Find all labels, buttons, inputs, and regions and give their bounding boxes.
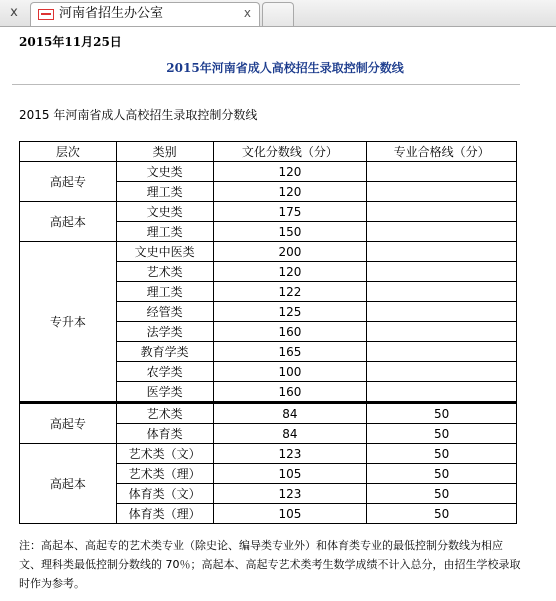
level-cell: 高起专 xyxy=(20,162,117,202)
level-cell: 高起专 xyxy=(20,403,117,444)
major-score-cell: 50 xyxy=(367,424,517,444)
category-cell: 理工类 xyxy=(116,182,213,202)
culture-score-cell: 150 xyxy=(213,222,367,242)
new-tab-button[interactable] xyxy=(262,2,294,26)
category-cell: 医学类 xyxy=(116,382,213,403)
active-browser-tab[interactable] xyxy=(30,2,260,26)
divider xyxy=(12,84,520,85)
culture-score-cell: 84 xyxy=(213,403,367,424)
table-caption: 2015 年河南省成人高校招生录取控制分数线 xyxy=(19,108,258,122)
table-header-row xyxy=(20,142,517,162)
major-score-cell: 50 xyxy=(367,464,517,484)
category-cell: 文史类 xyxy=(116,202,213,222)
major-score-cell: 50 xyxy=(367,504,517,524)
table-row xyxy=(20,444,517,464)
culture-score-cell: 105 xyxy=(213,504,367,524)
major-score-cell xyxy=(367,182,517,202)
culture-score-cell: 165 xyxy=(213,342,367,362)
category-cell: 体育类 xyxy=(116,424,213,444)
culture-score-cell: 84 xyxy=(213,424,367,444)
header-culture-score: 文化分数线（分） xyxy=(213,142,367,162)
category-cell: 法学类 xyxy=(116,322,213,342)
culture-score-cell: 120 xyxy=(213,182,367,202)
culture-score-cell: 125 xyxy=(213,302,367,322)
major-score-cell xyxy=(367,322,517,342)
culture-score-cell: 120 xyxy=(213,162,367,182)
tab-title: 河南省招生办公室 xyxy=(59,6,164,21)
major-score-cell xyxy=(367,382,517,403)
major-score-cell xyxy=(367,342,517,362)
browser-tab-bar xyxy=(0,0,556,27)
culture-score-cell: 200 xyxy=(213,242,367,262)
category-cell: 理工类 xyxy=(116,222,213,242)
category-cell: 理工类 xyxy=(116,282,213,302)
culture-score-cell: 160 xyxy=(213,322,367,342)
major-score-cell xyxy=(367,202,517,222)
header-level: 层次 xyxy=(20,142,117,162)
culture-score-cell: 123 xyxy=(213,444,367,464)
close-tab-icon[interactable]: x xyxy=(10,5,18,20)
category-cell: 体育类（文） xyxy=(116,484,213,504)
table-row xyxy=(20,162,517,182)
culture-score-cell: 100 xyxy=(213,362,367,382)
category-cell: 文史类 xyxy=(116,162,213,182)
header-major-score: 专业合格线（分） xyxy=(367,142,517,162)
culture-score-cell: 120 xyxy=(213,262,367,282)
major-score-cell xyxy=(367,302,517,322)
category-cell: 文史中医类 xyxy=(116,242,213,262)
category-cell: 艺术类 xyxy=(116,262,213,282)
major-score-cell: 50 xyxy=(367,403,517,424)
level-cell: 高起本 xyxy=(20,444,117,524)
major-score-cell xyxy=(367,282,517,302)
major-score-cell xyxy=(367,222,517,242)
major-score-cell xyxy=(367,262,517,282)
culture-score-cell: 105 xyxy=(213,464,367,484)
publish-date: 2015年11月25日 xyxy=(19,35,122,49)
table-row xyxy=(20,202,517,222)
level-cell: 高起本 xyxy=(20,202,117,242)
page-headline: 2015年河南省成人高校招生录取控制分数线 xyxy=(166,61,404,75)
major-score-cell xyxy=(367,162,517,182)
category-cell: 农学类 xyxy=(116,362,213,382)
major-score-cell xyxy=(367,362,517,382)
category-cell: 体育类（理） xyxy=(116,504,213,524)
culture-score-cell: 122 xyxy=(213,282,367,302)
culture-score-cell: 123 xyxy=(213,484,367,504)
category-cell: 艺术类 xyxy=(116,403,213,424)
site-favicon-icon xyxy=(38,9,54,20)
footnote: 注：高起本、高起专的艺术类专业（除史论、编导类专业外）和体育类专业的最低控制分数线为相应文、理科类最低控制分数线的 70％；高起本、高起专艺术类考生数学成绩不计入总分，由招生学校录取时作为参考。 xyxy=(19,539,521,590)
score-table xyxy=(19,141,517,524)
category-cell: 艺术类（文） xyxy=(116,444,213,464)
close-tab-icon[interactable]: x xyxy=(243,6,251,20)
category-cell: 经管类 xyxy=(116,302,213,322)
table-row xyxy=(20,242,517,262)
culture-score-cell: 175 xyxy=(213,202,367,222)
major-score-cell: 50 xyxy=(367,484,517,504)
table-row xyxy=(20,403,517,424)
category-cell: 艺术类（理） xyxy=(116,464,213,484)
culture-score-cell: 160 xyxy=(213,382,367,403)
major-score-cell xyxy=(367,242,517,262)
category-cell: 教育学类 xyxy=(116,342,213,362)
major-score-cell: 50 xyxy=(367,444,517,464)
header-category: 类别 xyxy=(116,142,213,162)
level-cell: 专升本 xyxy=(20,242,117,403)
